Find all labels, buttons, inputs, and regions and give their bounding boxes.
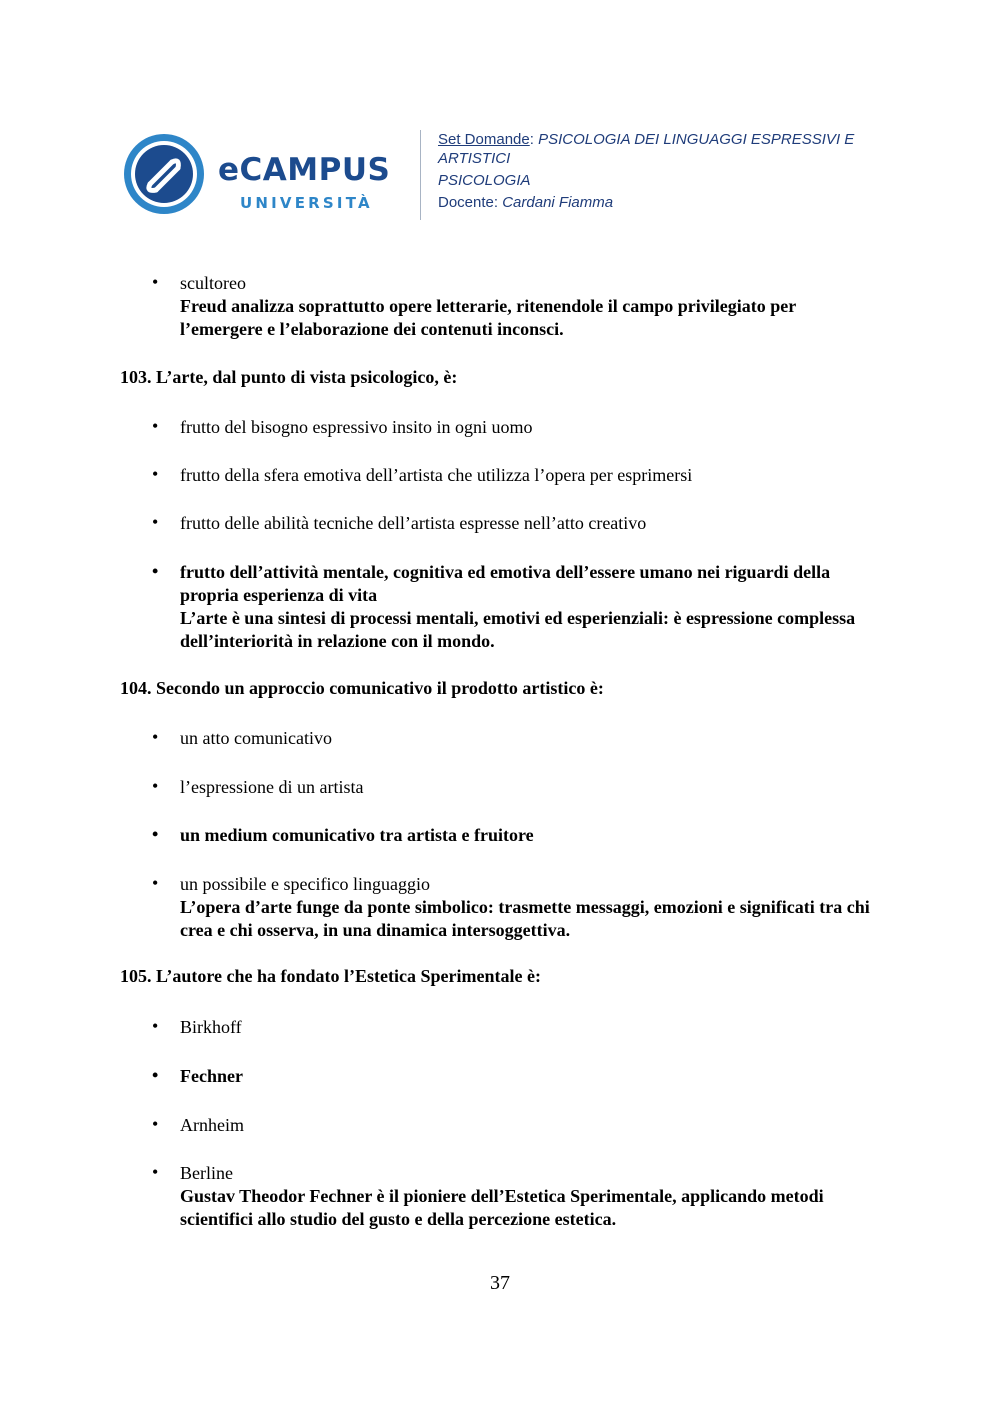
option-text: frutto della sfera emotiva dell’artista che utilizza l’opera per esprimersi — [180, 465, 693, 485]
set-title-line-2: ARTISTICI — [438, 150, 511, 167]
set-title-line: Set Domande: PSICOLOGIA DEI LINGUAGGI ESPRESSIVI E — [438, 131, 855, 148]
bullet-icon: • — [152, 776, 159, 796]
bullet-icon: • — [152, 561, 159, 581]
bullet-icon: • — [152, 727, 159, 747]
question-title: 105. L’autore che ha fondato l’Estetica Sperimentale è: — [120, 966, 541, 986]
bullet-icon: • — [152, 873, 159, 893]
bullet-icon: • — [152, 824, 159, 844]
option-text: frutto delle abilità tecniche dell’artista espresse nell’atto creativo — [180, 513, 647, 533]
bullet-icon: • — [152, 1162, 159, 1182]
option-text: un possibile e specifico linguaggio — [180, 874, 430, 894]
option-text-correct: un medium comunicativo tra artista e fruitore — [180, 825, 534, 845]
option-text: un atto comunicativo — [180, 728, 332, 748]
option-text: l’espressione di un artista — [180, 777, 364, 797]
bullet-icon: • — [152, 464, 159, 484]
brand-name: eCAMPUS — [218, 152, 391, 188]
bullet-icon: • — [152, 1114, 159, 1134]
course-info — [438, 130, 898, 212]
option-text: Birkhoff — [180, 1017, 242, 1037]
teacher-line — [438, 193, 898, 212]
ecampus-logo — [122, 130, 412, 214]
set-label: Set Domande — [438, 131, 530, 148]
answer-explanation: Freud analizza soprattutto opere letterarie, ritenendole il campo privilegiato per l’emergere e l’elaborazione dei contenuti inconsci. — [180, 296, 796, 339]
header-divider — [420, 130, 421, 220]
bullet-icon: • — [152, 512, 159, 532]
bullet-icon: • — [152, 272, 159, 292]
question-title: 104. Secondo un approccio comunicativo il prodotto artistico è: — [120, 678, 604, 698]
option-text: scultoreo — [180, 273, 246, 293]
teacher-name: Cardani Fiamma — [502, 194, 614, 211]
option-text-correct: Fechner — [180, 1066, 243, 1086]
brand-subtitle: UNIVERSITÀ — [240, 194, 373, 212]
answer-explanation: L’opera d’arte funge da ponte simbolico: trasmette messaggi, emozioni e significati tra chi crea e chi osserva, in una dinamica intersoggettiva. — [180, 897, 870, 940]
answer-explanation: Gustav Theodor Fechner è il pioniere dell’Estetica Sperimentale, applicando metodi scientifici allo studio del gusto e della percezione estetica. — [180, 1186, 824, 1229]
page-header — [120, 124, 900, 224]
bullet-icon: • — [152, 1016, 159, 1036]
teacher-label: Docente: — [438, 194, 499, 211]
bullet-icon: • — [152, 416, 159, 436]
page-number: 37 — [490, 1272, 510, 1294]
set-title: PSICOLOGIA DEI LINGUAGGI ESPRESSIVI E — [538, 131, 855, 148]
option-text: Berline — [180, 1163, 233, 1183]
option-text-correct: frutto dell’attività mentale, cognitiva ed emotiva dell’essere umano nei riguardi della propria esperienza di vita — [180, 562, 831, 605]
bullet-icon: • — [152, 1065, 159, 1085]
question-title: 103. L’arte, dal punto di vista psicologico, è: — [120, 367, 458, 387]
ecampus-emblem-icon — [122, 132, 206, 216]
answer-explanation: L’arte è una sintesi di processi mentali, emotivi ed esperienziali: è espressione complessa dell’interiorità in relazione con il mondo. — [180, 608, 856, 651]
option-text: frutto del bisogno espressivo insito in ogni uomo — [180, 417, 533, 437]
option-text: Arnheim — [180, 1115, 244, 1135]
faculty: PSICOLOGIA — [438, 172, 531, 189]
